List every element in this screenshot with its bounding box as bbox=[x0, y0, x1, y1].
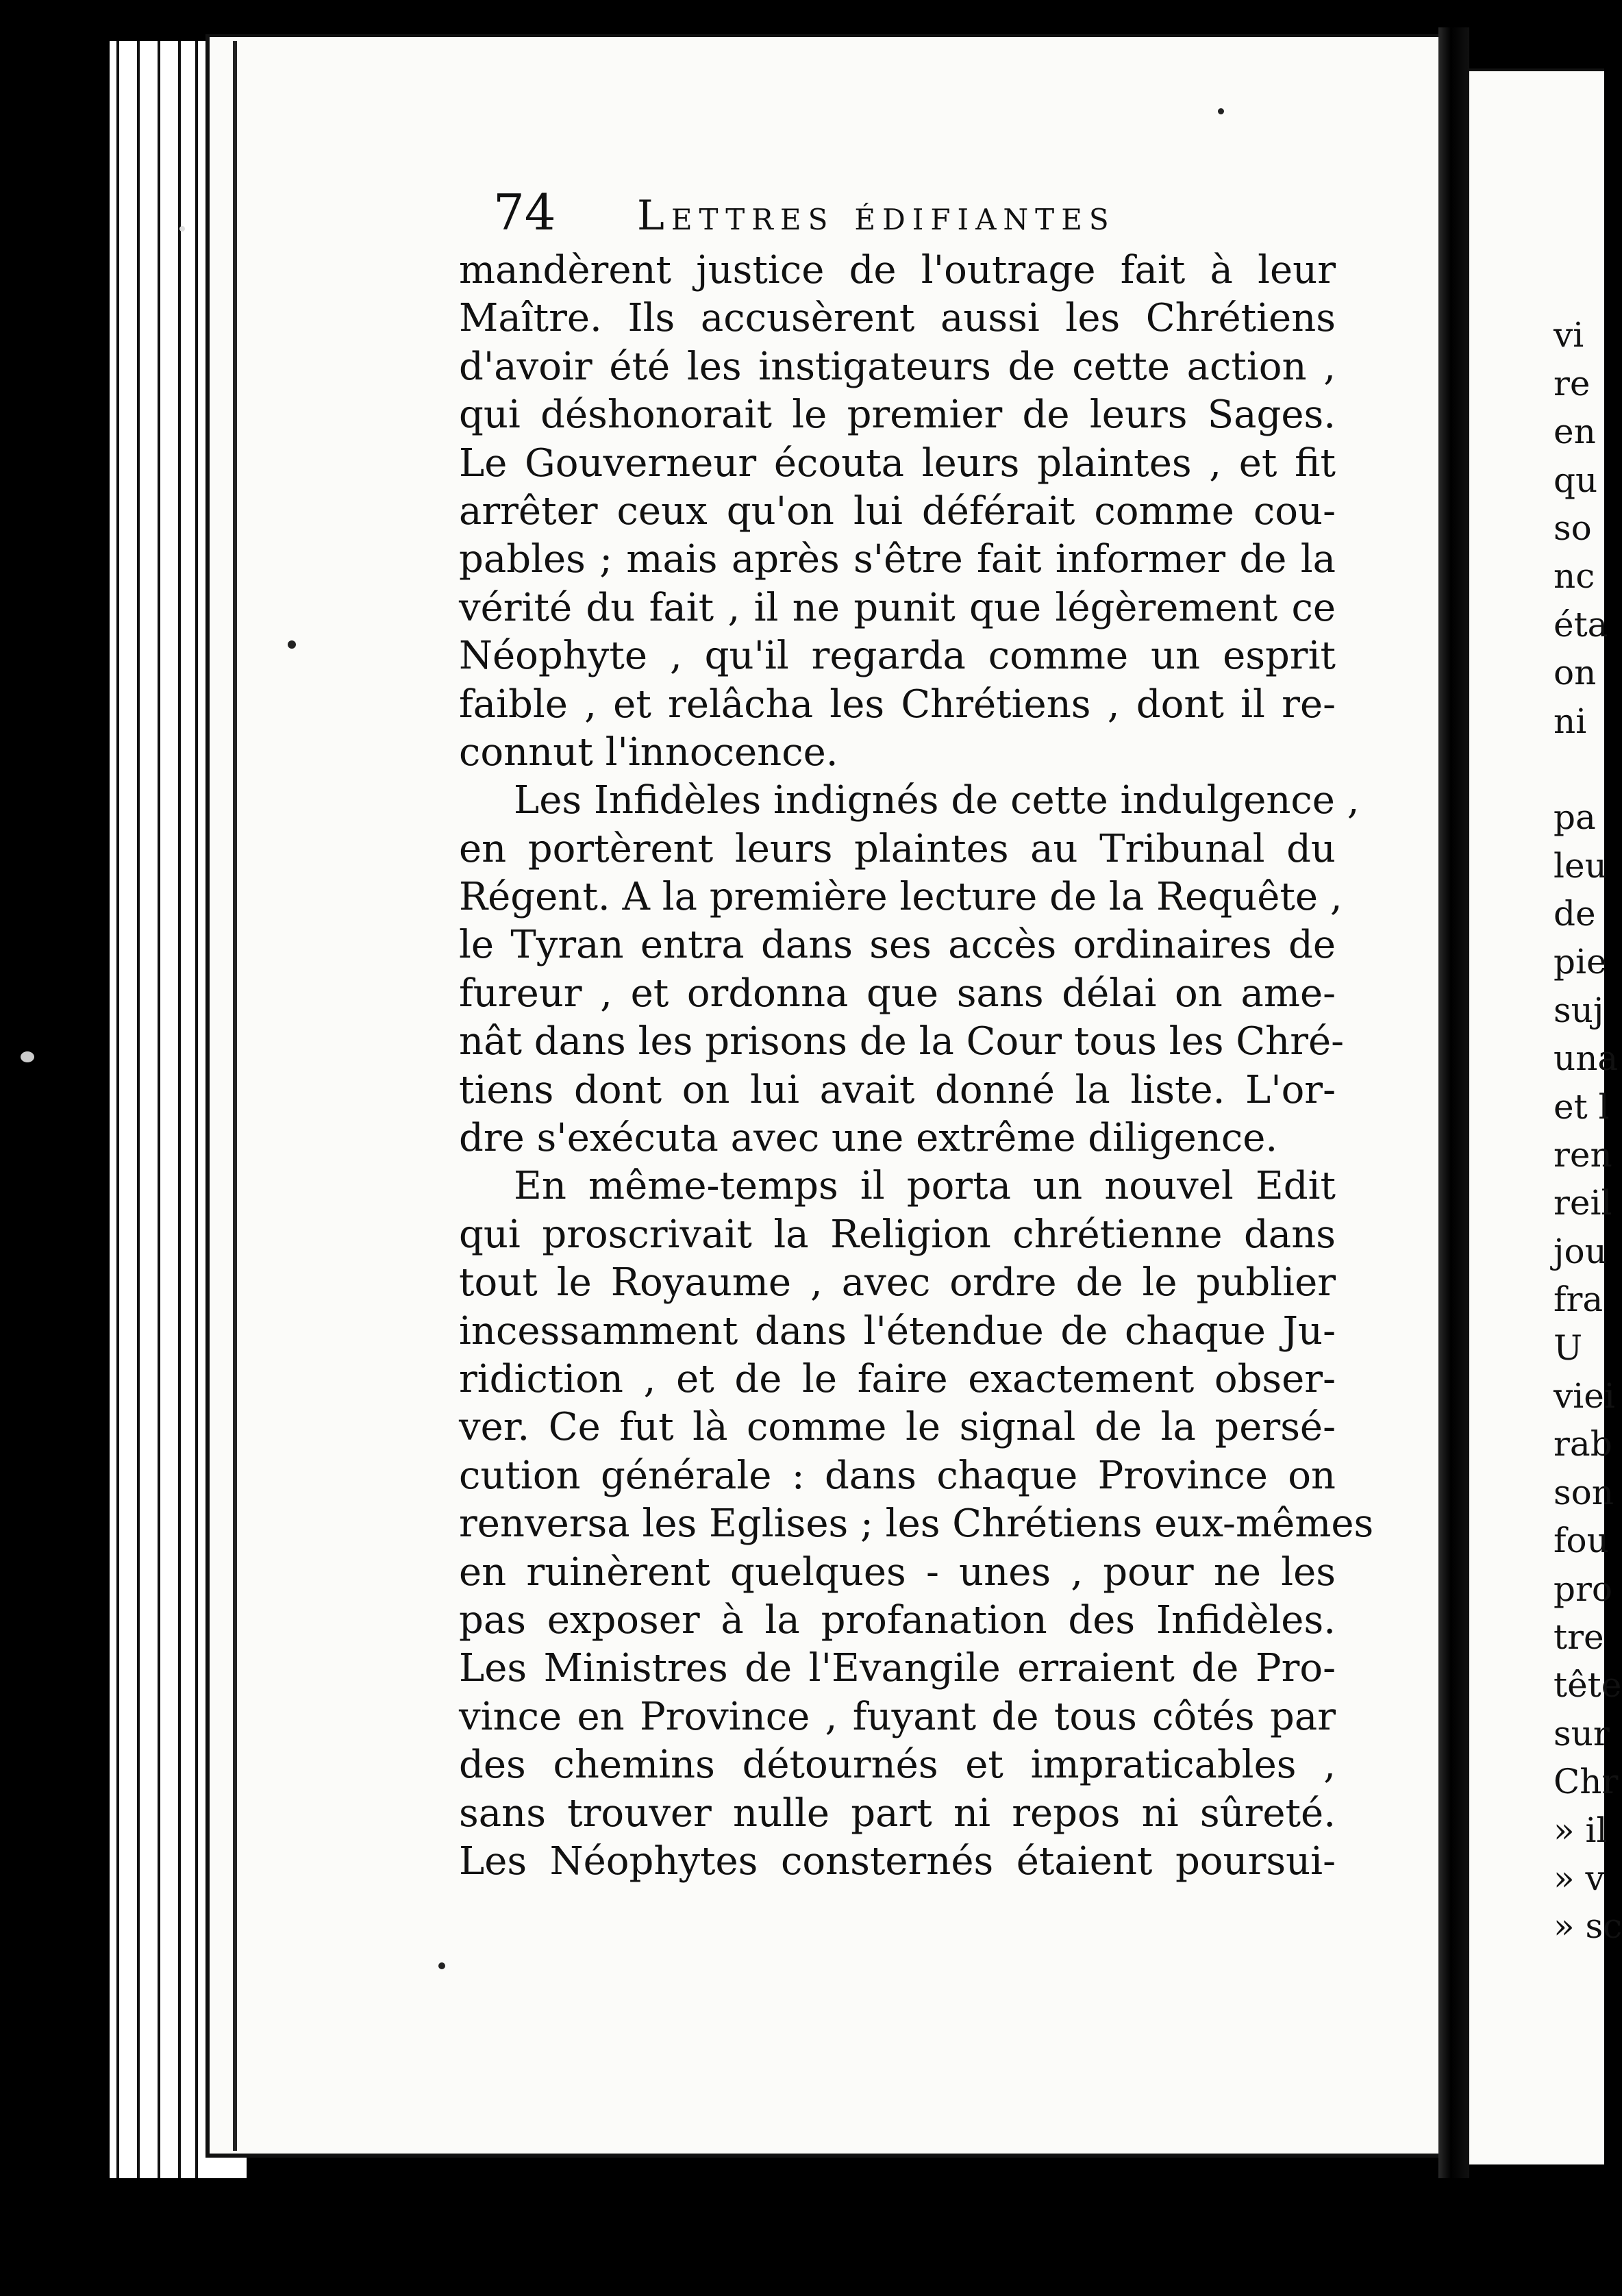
text-line: qui proscrivait la Religion chrétienne dans bbox=[459, 1212, 1336, 1257]
facing-line: fra bbox=[1554, 1280, 1604, 1320]
facing-line: pro bbox=[1554, 1569, 1613, 1609]
facing-line: éta bbox=[1554, 604, 1608, 645]
text-line: en portèrent leurs plaintes au Tribunal du bbox=[459, 826, 1336, 871]
facing-line: son bbox=[1554, 1472, 1614, 1512]
text-line: en ruinèrent quelques - unes , pour ne les bbox=[459, 1549, 1336, 1595]
facing-line bbox=[1554, 267, 1604, 315]
text-line: dre s'exécuta avec une extrême diligence. bbox=[459, 1116, 1278, 1161]
facing-line: pa bbox=[1554, 797, 1596, 838]
facing-line: on bbox=[1554, 653, 1597, 693]
facing-line: » il bbox=[1554, 1810, 1608, 1850]
facing-line: » sc bbox=[1554, 1906, 1622, 1947]
facing-line: pie bbox=[1554, 942, 1607, 982]
facing-line: en bbox=[1554, 412, 1596, 452]
facing-line: reil bbox=[1554, 1183, 1612, 1223]
facing-line: rab bbox=[1554, 1424, 1612, 1464]
text-line: cution générale : dans chaque Province on bbox=[459, 1453, 1336, 1498]
text-line: pas exposer à la profanation des Infidèles. bbox=[459, 1597, 1336, 1643]
facing-line: tre bbox=[1554, 1617, 1604, 1657]
text-line: Le Gouverneur écouta leurs plaintes , et fit bbox=[459, 440, 1336, 486]
facing-line: sur bbox=[1554, 1713, 1610, 1754]
facing-page-text bbox=[1554, 267, 1622, 1955]
text-line: mandèrent justice de l'outrage fait à leur bbox=[459, 248, 1336, 292]
facing-line: tête bbox=[1554, 1665, 1622, 1706]
ink-speck bbox=[438, 1962, 445, 1969]
text-line: Régent. A la première lecture de la Requête , bbox=[459, 875, 1343, 920]
text-line: des chemins détournés et impraticables , bbox=[459, 1743, 1336, 1788]
text-line: vince en Province , fuyant de tous côtés par bbox=[459, 1694, 1336, 1739]
facing-line: re bbox=[1554, 363, 1590, 403]
text-line: Les Infidèles indignés de cette indulgence , bbox=[514, 778, 1360, 823]
text-line: ver. Ce fut là comme le signal de la persé- bbox=[459, 1405, 1336, 1450]
text-line: connut l'innocence. bbox=[459, 729, 838, 775]
text-line: arrêter ceux qu'on lui déférait comme cou- bbox=[459, 488, 1336, 534]
page-number: 74 bbox=[493, 184, 556, 241]
facing-line: suj bbox=[1554, 990, 1604, 1030]
text-line: Les Ministres de l'Evangile erraient de Pro- bbox=[459, 1646, 1336, 1691]
facing-line: una bbox=[1554, 1038, 1619, 1079]
text-line: Les Néophytes consternés étaient poursui- bbox=[459, 1838, 1336, 1884]
facing-line bbox=[1554, 749, 1604, 797]
ink-speck bbox=[1218, 108, 1224, 114]
text-line: nât dans les prisons de la Cour tous les Chré- bbox=[459, 1019, 1345, 1064]
body-text bbox=[459, 247, 1374, 1886]
facing-line: viei bbox=[1554, 1375, 1615, 1416]
text-line: pables ; mais après s'être fait informer de la bbox=[459, 537, 1336, 582]
facing-line: leu bbox=[1554, 845, 1607, 886]
facing-line: ni bbox=[1554, 701, 1587, 741]
text-line: tiens dont on lui avait donné la liste. L'or- bbox=[459, 1067, 1336, 1112]
text-line: faible , et relâcha les Chrétiens , dont il re- bbox=[459, 682, 1336, 727]
facing-line: U bbox=[1554, 1327, 1583, 1368]
ink-speck bbox=[288, 640, 296, 649]
running-head: Lettres édifiantes bbox=[637, 192, 1116, 240]
text-line: ridiction , et de le faire exactement obser- bbox=[459, 1356, 1336, 1401]
facing-line: vi bbox=[1554, 315, 1584, 355]
text-line: fureur , et ordonna que sans délai on ame- bbox=[459, 971, 1336, 1016]
text-line: incessamment dans l'étendue de chaque Ju- bbox=[459, 1308, 1336, 1353]
text-line: d'avoir été les instigateurs de cette action , bbox=[459, 344, 1336, 389]
facing-line: so bbox=[1554, 508, 1592, 548]
text-line: tout le Royaume , avec ordre de le publier bbox=[459, 1260, 1336, 1306]
text-line: renversa les Eglises ; les Chrétiens eux-mêmes bbox=[459, 1501, 1374, 1547]
text-line: le Tyran entra dans ses accès ordinaires de bbox=[459, 923, 1336, 968]
text-line: En même-temps il porta un nouvel Edit bbox=[514, 1164, 1336, 1209]
facing-line: nc bbox=[1554, 556, 1595, 597]
facing-line: jou bbox=[1554, 1231, 1607, 1271]
text-line: vérité du fait , il ne punit que légèrement ce bbox=[459, 585, 1336, 630]
facing-line: » v bbox=[1554, 1858, 1605, 1898]
facing-line: et l bbox=[1554, 1086, 1610, 1127]
facing-line: fou bbox=[1554, 1521, 1609, 1561]
text-line: Néophyte , qu'il regarda comme un esprit bbox=[459, 634, 1336, 679]
facing-line: Chr bbox=[1554, 1762, 1619, 1802]
page-border-line bbox=[233, 41, 237, 2151]
ink-speck bbox=[21, 1051, 34, 1062]
ink-speck bbox=[179, 226, 185, 232]
facing-line: de bbox=[1554, 894, 1596, 934]
facing-line: ren bbox=[1554, 1135, 1612, 1175]
facing-line: qu bbox=[1554, 460, 1598, 500]
text-line: sans trouver nulle part ni repos ni sûreté. bbox=[459, 1790, 1336, 1836]
text-line: Maître. Ils accusèrent aussi les Chrétiens bbox=[459, 296, 1336, 341]
text-line: qui déshonorait le premier de leurs Sages. bbox=[459, 392, 1336, 438]
book-gutter bbox=[1438, 27, 1469, 2178]
